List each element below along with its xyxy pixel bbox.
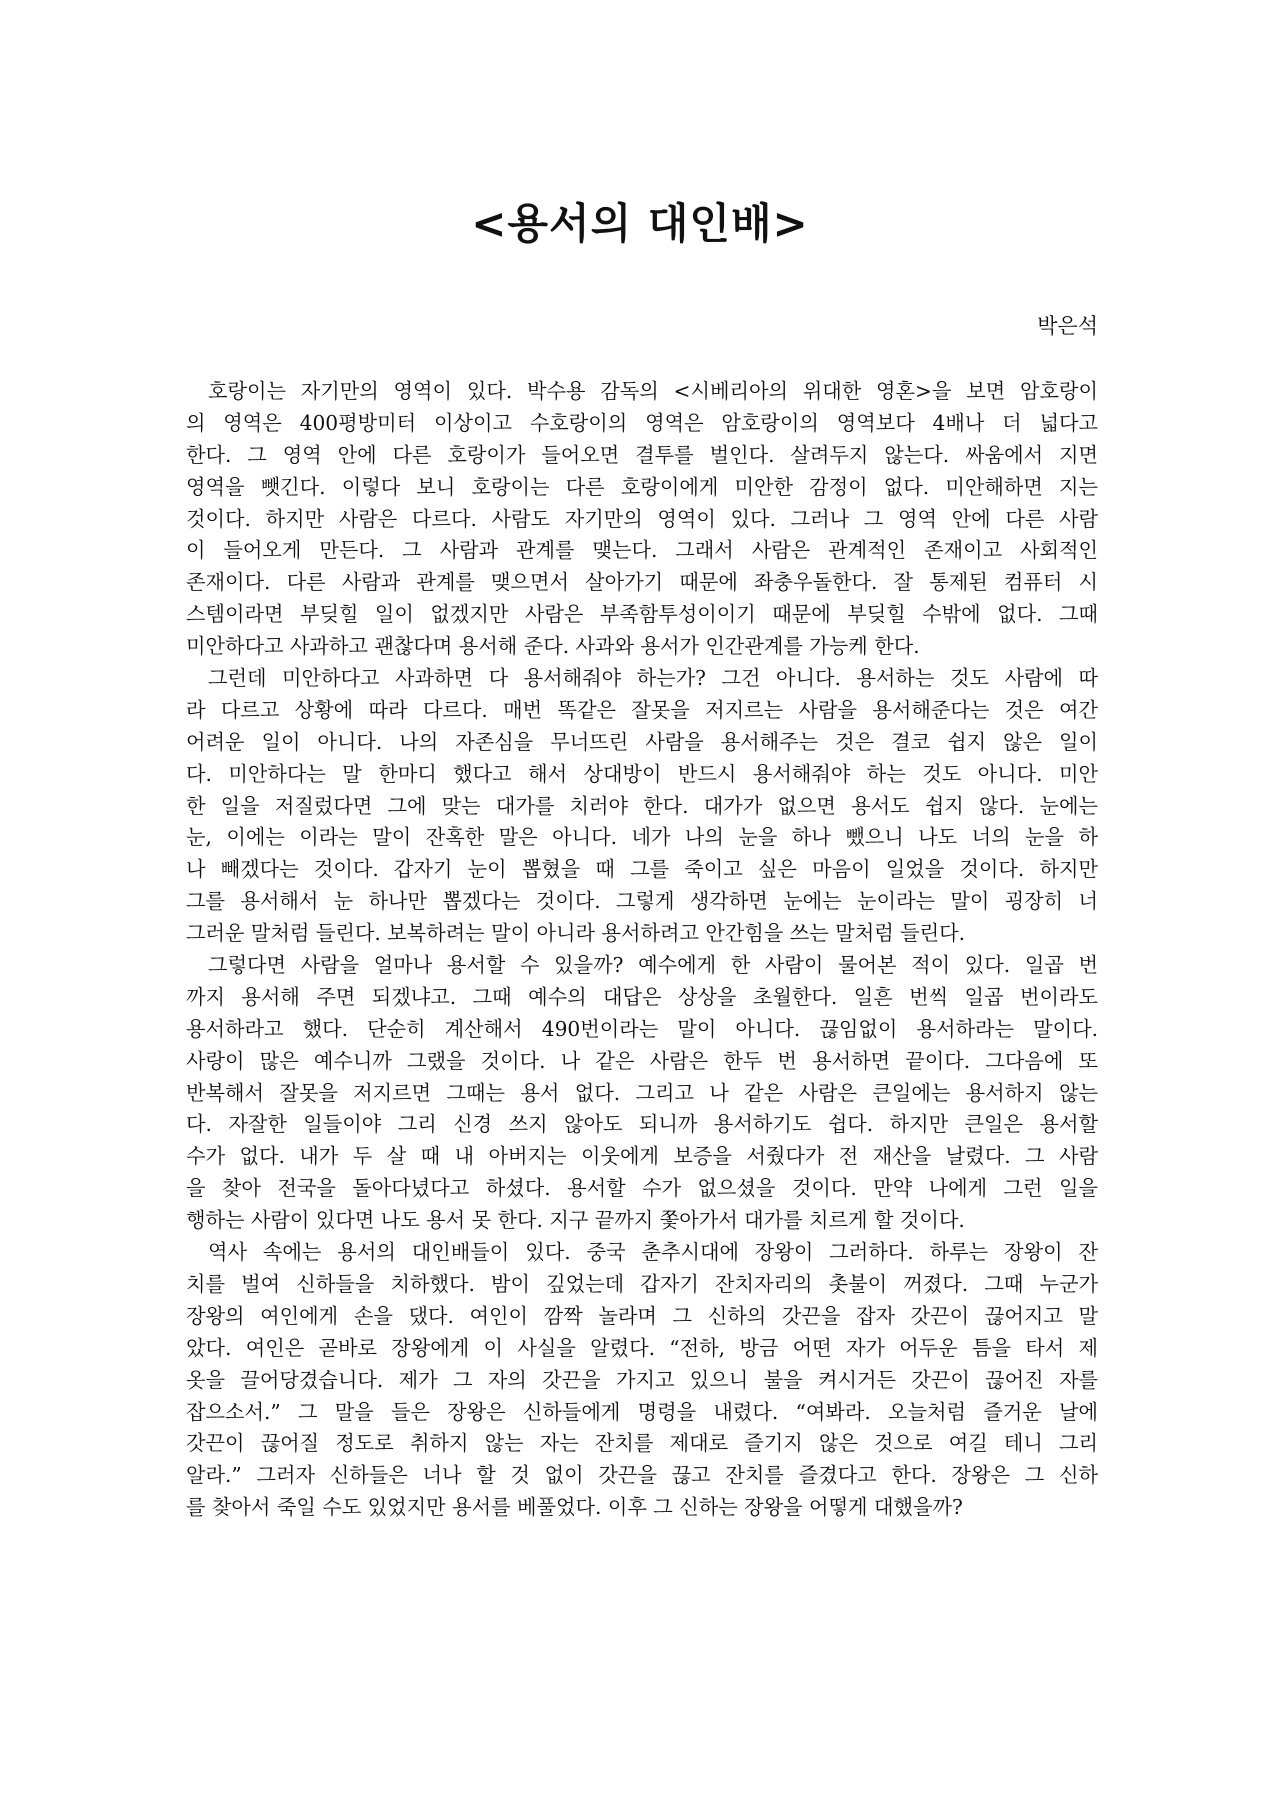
paragraph-line: 의 영역은 400평방미터 이상이고 수호랑이의 영역은 암호랑이의 영역보다 4배나 더 넓다고: [186, 410, 1098, 435]
paragraph-line: 알라.” 그러자 신하들은 너나 할 것 없이 갓끈을 끊고 잔치를 즐겼다고 한다. 장왕은 그 신하: [186, 1463, 1098, 1488]
document-title: <용서의 대인배>: [471, 199, 809, 248]
paragraph-line: 까지 용서해 주면 되겠냐고. 그때 예수의 대답은 상상을 초월한다. 일흔 번씩 일곱 번이라도: [186, 984, 1098, 1009]
paragraph-line: 았다. 여인은 곧바로 장왕에게 이 사실을 알렸다. “전하, 방금 어떤 자가 어두운 틈을 타서 제: [186, 1335, 1099, 1360]
paragraph: [186, 663, 1098, 950]
paragraph-line: 영역을 뺏긴다. 이렇다 보니 호랑이는 다른 호랑이에게 미안한 감정이 없다. 미안해하면 지는: [186, 474, 1098, 499]
paragraph-line: 한 일을 저질렀다면 그에 맞는 대가를 치러야 한다. 대가가 없으면 용서도 쉽지 않다. 눈에는: [186, 793, 1098, 818]
paragraph-line: 이 들어오게 만든다. 그 사람과 관계를 맺는다. 그래서 사람은 관계적인 존재이고 사회적인: [186, 538, 1098, 563]
paragraph-line: 존재이다. 다른 사람과 관계를 맺으면서 살아가기 때문에 좌충우돌한다. 잘 통제된 컴퓨터 시: [186, 570, 1098, 595]
paragraph-line: 를 찾아서 죽일 수도 있었지만 용서를 베풀었다. 이후 그 신하는 장왕을 어떻게 대했을까?: [186, 1495, 963, 1520]
paragraph-line: 스템이라면 부딪힐 일이 없겠지만 사람은 부족함투성이이기 때문에 부딪힐 수밖에 없다. 그때: [186, 602, 1098, 627]
paragraph-line: 다. 자잘한 일들이야 그리 신경 쓰지 않아도 되니까 용서하기도 쉽다. 하지만 큰일은 용서할: [186, 1112, 1098, 1137]
author-name: 박은석: [1037, 314, 1098, 338]
paragraph: [186, 1237, 1098, 1524]
paragraph-line: 장왕의 여인에게 손을 댔다. 여인이 깜짝 놀라며 그 신하의 갓끈을 잡자 갓끈이 끊어지고 말: [186, 1303, 1098, 1328]
paragraph-line: 갓끈이 끊어질 정도로 취하지 않는 자는 잔치를 제대로 즐기지 않은 것으로 여길 테니 그리: [186, 1431, 1098, 1456]
paragraph-line: 라 다르고 상황에 따라 다르다. 매번 똑같은 잘못을 저지르는 사람을 용서해준다는 것은 여간: [186, 697, 1098, 722]
paragraph: [186, 950, 1098, 1237]
paragraph-line: 것이다. 하지만 사람은 다르다. 사람도 자기만의 영역이 있다. 그러나 그 영역 안에 다른 사람: [186, 506, 1098, 531]
paragraph-line: 을 찾아 전국을 돌아다녔다고 하셨다. 용서할 수가 없으셨을 것이다. 만약 나에게 그런 일을: [186, 1176, 1098, 1201]
paragraph-line: 미안하다고 사과하고 괜찮다며 용서해 준다. 사과와 용서가 인간관계를 가능케 한다.: [186, 634, 920, 659]
paragraph-line: 그렇다면 사람을 얼마나 용서할 수 있을까? 예수에게 한 사람이 물어본 적이 있다. 일곱 번: [208, 953, 1098, 978]
paragraph-line: 치를 벌여 신하들을 치하했다. 밤이 깊었는데 갑자기 잔치자리의 촛불이 꺼졌다. 그때 누군가: [186, 1271, 1098, 1296]
paragraph: [186, 376, 1098, 663]
paragraph-line: 그런데 미안하다고 사과하면 다 용서해줘야 하는가? 그건 아니다. 용서하는 것도 사람에 따: [208, 666, 1098, 691]
paragraph-line: 역사 속에는 용서의 대인배들이 있다. 중국 춘추시대에 장왕이 그러하다. 하루는 장왕이 잔: [208, 1240, 1098, 1265]
paragraph-line: 눈, 이에는 이라는 말이 잔혹한 말은 아니다. 네가 나의 눈을 하나 뺐으니 나도 너의 눈을 하: [186, 825, 1098, 850]
document-body: [186, 376, 1098, 1524]
paragraph-line: 잡으소서.” 그 말을 들은 장왕은 신하들에게 명령을 내렸다. “여봐라. 오늘처럼 즐거운 날에: [186, 1399, 1098, 1424]
paragraph-line: 호랑이는 자기만의 영역이 있다. 박수용 감독의 <시베리아의 위대한 영혼>을 보면 암호랑이: [208, 379, 1098, 403]
paragraph-line: 반복해서 잘못을 저지르면 그때는 용서 없다. 그리고 나 같은 사람은 큰일에는 용서하지 않는: [186, 1080, 1098, 1105]
paragraph-line: 한다. 그 영역 안에 다른 호랑이가 들어오면 결투를 벌인다. 살려두지 않는다. 싸움에서 지면: [186, 442, 1098, 467]
paragraph-line: 나 빼겠다는 것이다. 갑자기 눈이 뽑혔을 때 그를 죽이고 싶은 마음이 일었을 것이다. 하지만: [186, 857, 1098, 882]
paragraph-line: 다. 미안하다는 말 한마디 했다고 해서 상대방이 반드시 용서해줘야 하는 것도 아니다. 미안: [186, 761, 1098, 786]
paragraph-line: 그러운 말처럼 들린다. 보복하려는 말이 아니라 용서하려고 안간힘을 쓰는 말처럼 들린다.: [186, 921, 966, 946]
paragraph-line: 수가 없다. 내가 두 살 때 내 아버지는 이웃에게 보증을 서줬다가 전 재산을 날렸다. 그 사람: [186, 1144, 1098, 1169]
paragraph-line: 그를 용서해서 눈 하나만 뽑겠다는 것이다. 그렇게 생각하면 눈에는 눈이라는 말이 굉장히 너: [186, 889, 1098, 914]
paragraph-line: 행하는 사람이 있다면 나도 용서 못 한다. 지구 끝까지 쫓아가서 대가를 치르게 할 것이다.: [186, 1208, 965, 1233]
paragraph-line: 어려운 일이 아니다. 나의 자존심을 무너뜨린 사람을 용서해주는 것은 결코 쉽지 않은 일이: [186, 729, 1098, 754]
paragraph-line: 사랑이 많은 예수니까 그랬을 것이다. 나 같은 사람은 한두 번 용서하면 끝이다. 그다음에 또: [186, 1048, 1098, 1073]
paragraph-line: 옷을 끌어당겼습니다. 제가 그 자의 갓끈을 가지고 있으니 불을 켜시거든 갓끈이 끊어진 자를: [186, 1367, 1098, 1392]
paragraph-line: 용서하라고 했다. 단순히 계산해서 490번이라는 말이 아니다. 끊임없이 용서하라는 말이다.: [186, 1016, 1098, 1041]
